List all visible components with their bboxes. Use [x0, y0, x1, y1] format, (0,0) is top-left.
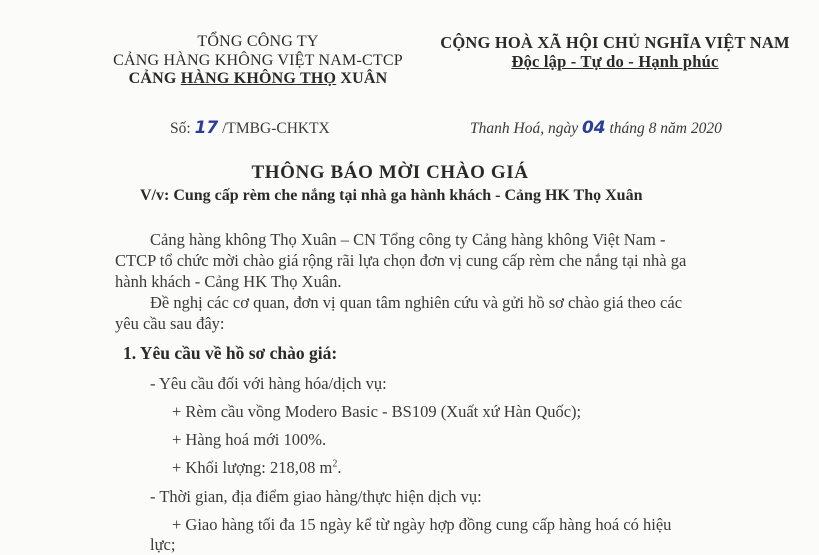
paragraph-2-line-2: yêu cầu sau đây: [115, 314, 225, 333]
right-header-line1: CỘNG HOÀ XÃ HỘI CHỦ NGHĨA VIỆT NAM [440, 33, 790, 52]
list-item: - Thời gian, địa điểm giao hàng/thực hiện dịch vụ: [150, 487, 482, 506]
paragraph-1-line-1: Cảng hàng không Thọ Xuân – CN Tổng công ty Cảng hàng không Việt Nam - [150, 230, 666, 249]
page-title: THÔNG BÁO MỜI CHÀO GIÁ [251, 162, 529, 183]
left-header-line2: CẢNG HÀNG KHÔNG VIỆT NAM-CTCP [113, 52, 403, 69]
left-header-line1: TỔNG CÔNG TY [197, 33, 319, 50]
paragraph-1-line-3: hành khách - Cảng HK Thọ Xuân. [115, 272, 342, 291]
handwritten-day: 04 [581, 118, 606, 138]
document-date: Thanh Hoá, ngày 04 tháng 8 năm 2020 [470, 118, 722, 138]
section-1-heading: 1. Yêu cầu về hồ sơ chào giá: [123, 343, 338, 363]
list-item: + Rèm cầu vồng Modero Basic - BS109 (Xuất xứ Hàn Quốc); [172, 402, 582, 421]
paragraph-2-line-1: Đề nghị các cơ quan, đơn vị quan tâm nghiên cứu và gửi hồ sơ chào giá theo các [150, 293, 683, 312]
right-header-motto: Độc lập - Tự do - Hạnh phúc [511, 52, 719, 71]
document-subject: V/v: Cung cấp rèm che nắng tại nhà ga hành khách - Cảng HK Thọ Xuân [140, 187, 643, 204]
handwritten-number: 17 [194, 118, 219, 138]
document-reference: Số: 17 /TMBG-CHKTX [170, 118, 330, 138]
paragraph-1-line-2: CTCP tổ chức mời chào giá rộng rãi lựa chọn đơn vị cung cấp rèm che nắng tại nhà ga [115, 251, 687, 270]
list-item: + Hàng hoá mới 100%. [172, 430, 327, 449]
list-item: - Yêu cầu đối với hàng hóa/dịch vụ: [150, 374, 387, 393]
list-item: lực; [150, 535, 176, 554]
list-item: + Giao hàng tối đa 15 ngày kể từ ngày hợp đồng cung cấp hàng hoá có hiệu [172, 515, 672, 534]
left-header-line3: CẢNG HÀNG KHÔNG THỌ XUÂN [128, 70, 388, 87]
list-item: + Khối lượng: 218,08 $m^2$. [172, 458, 342, 477]
